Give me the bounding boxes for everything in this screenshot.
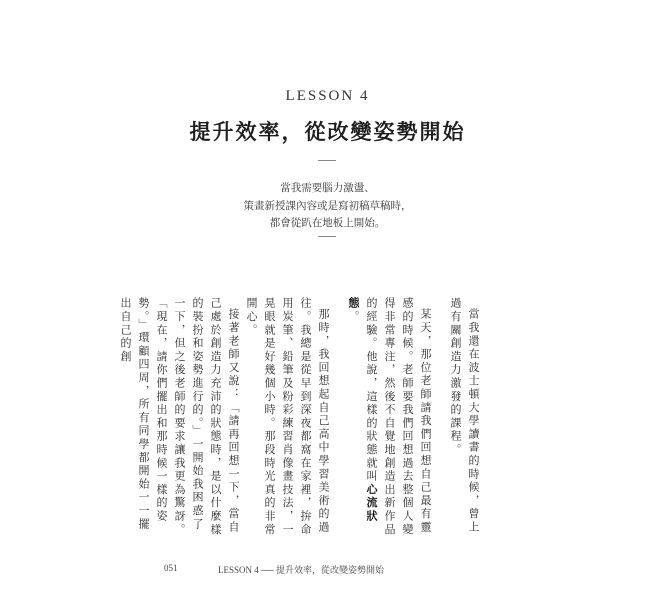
running-head: LESSON 4 ── 提升效率，從改變姿勢開始 <box>218 565 385 575</box>
lesson-label: LESSON 4 <box>285 88 370 104</box>
paragraph-text: 。 <box>347 310 360 324</box>
quote-line: 當我需要腦力激盪、 <box>280 182 375 194</box>
emphasis-term: 心流狀態 <box>347 297 378 524</box>
epigraph-quote <box>0 180 655 233</box>
body-paragraph <box>344 297 434 540</box>
body-paragraph: 當我還在波士頓大學讀書的時候，曾上過有關創造力激發的課程。 <box>449 297 480 535</box>
paragraph-text: 某天，那位老師請我們回想自己最有靈感的時候。老師要我們回想過去整個人變得非常專注，然後不自覺地創造出新作品的經驗。他說，這樣的狀態就叫 <box>365 297 432 537</box>
body-paragraph: 接著老師又說：「請再回想一下，當自己處於創造力充沛的狀態時，是以什麼樣的裝扮和姿勢進行的。」一開始我困惑了一下，但之後老師的要求讓我更為驚訝。「現在，請你們擺出和那時候一樣的姿勢。」環顧四周，所有同學都開始一一擺出自己的創 <box>119 297 240 537</box>
quote-divider-bottom <box>318 236 336 237</box>
page-title: 提升效率，從改變姿勢開始 <box>189 119 466 144</box>
body-paragraph: 那時，我回想起自己高中學習美術的過往。我總是從早到深夜都窩在家裡，拚命用炭筆、鉛筆及粉彩練習肖像畫技法，一晃眼就是好幾個小時。那段時光真的非常開心。 <box>245 297 330 537</box>
quote-line: 都會從趴在地板上開始。 <box>269 217 386 229</box>
quote-line: 策畫新授課內容或是寫初稿草稿時， <box>243 199 412 212</box>
body-text <box>119 297 494 540</box>
quote-divider-top <box>318 160 336 161</box>
page-number: 051 <box>164 563 178 573</box>
